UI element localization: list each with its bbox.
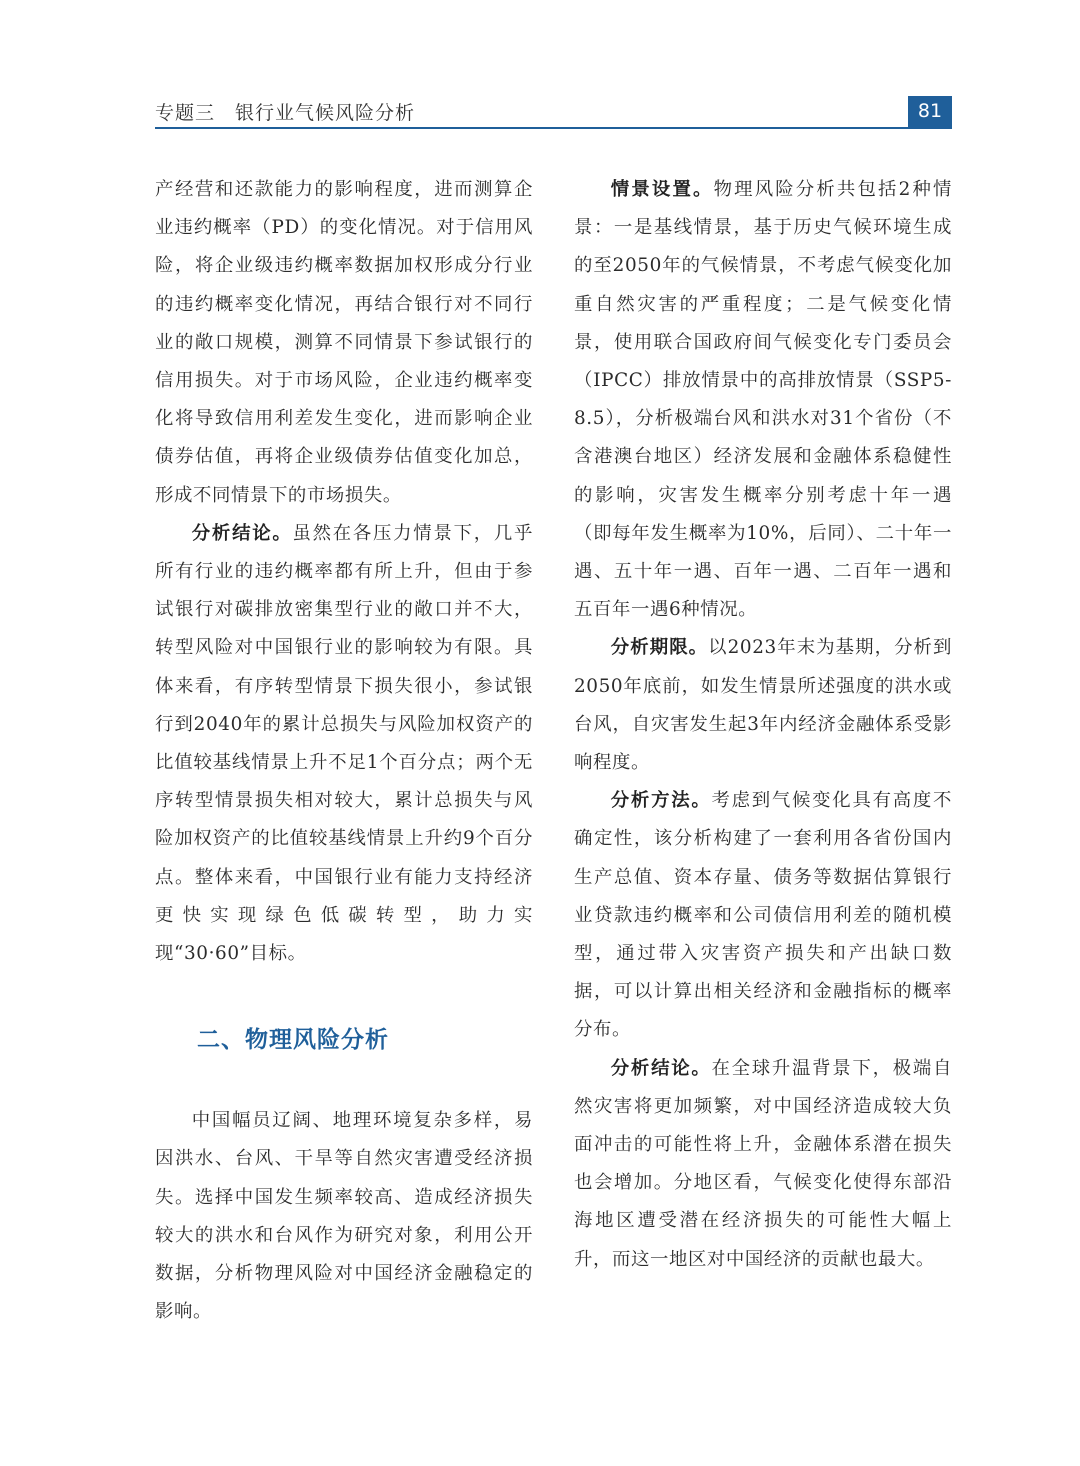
page-number: 81 [908, 96, 952, 127]
left-column [155, 171, 533, 1331]
section-heading: 二、物理风险分析 [197, 1027, 389, 1054]
chapter-title: 专题三 银行业气候风险分析 [155, 102, 416, 124]
paragraph-body: 考虑到气候变化具有高度不确定性，该分析构建了一套利用各省份国内生产总值、资本存量、债务等数据估算银行业贷款违约概率和公司债信用利差的随机模型，通过带入灾害资产损失和产出缺口数据，可以计算出相关经济和金融指标的概率分布。 [574, 790, 952, 1041]
paragraph-body: 在全球升温背景下，极端自然灾害将更加频繁，对中国经济造成较大负面冲击的可能性将上升，金融体系潜在损失也会增加。分地区看，气候变化使得东部沿海地区遭受潜在经济损失的可能性大幅上升，而这一地区对中国经济的贡献也最大。 [574, 1057, 952, 1270]
paragraph [574, 171, 952, 629]
paragraph-body: 以2023年末为基期，分析到2050年底前，如发生情景所述强度的洪水或台风，自灾害发生起3年内经济金融体系受影响程度。 [574, 637, 952, 774]
paragraph-lead: 情景设置。 [610, 179, 714, 200]
header-rule [155, 127, 952, 129]
paragraph [574, 629, 952, 782]
page-header [155, 96, 952, 129]
paragraph-lead: 分析结论。 [610, 1057, 712, 1079]
paragraph-lead: 分析期限。 [610, 637, 709, 659]
paragraph-body: 虽然在各压力情景下，几乎所有行业的违约概率都有所上升，但由于参试银行对碳排放密集型行业的敞口并不大，转型风险对中国银行业的影响较为有限。具体来看，有序转型情景下损失很小，参试银行到2040年的累计总损失与风险加权资产的比值较基线情景上升不足1个百分点；两个无序转型情景损失相对较大，累计总损失与风险加权资产的比值较基线情景上升约9个百分点。整体来看，中国银行业有能力支持经济更快实现绿色低碳转型，助力实现“30·60”目标。 [155, 522, 533, 965]
paragraph [155, 515, 533, 973]
paragraph [574, 1050, 952, 1279]
paragraph-lead: 分析结论。 [191, 522, 293, 544]
paragraph: 产经营和还款能力的影响程度，进而测算企业违约概率（PD）的变化情况。对于信用风险，将企业级违约概率数据加权形成分行业的违约概率变化情况，再结合银行对不同行业的敞口规模，测算不同情景下参试银行的信用损失。对于市场风险，企业违约概率变化将导致信用利差发生变化，进而影响企业债券估值，再将企业级债券估值变化加总，形成不同情景下的市场损失。 [155, 179, 533, 506]
paragraph-lead: 分析方法。 [610, 790, 712, 812]
right-column [574, 171, 952, 1279]
paragraph [574, 782, 952, 1049]
paragraph-body: 物理风险分析共包括2种情景：一是基线情景，基于历史气候环境生成的至2050年的气候情景，不考虑气候变化加重自然灾害的严重程度；二是气候变化情景，使用联合国政府间气候变化专门委员会（IPCC）排放情景中的高排放情景（SSP5-8.5），分析极端台风和洪水对31个省份（不含港澳台地区）经济发展和金融体系稳健性的影响，灾害发生概率分别考虑十年一遇（即每年发生概率为10%，后同）、二十年一遇、五十年一遇、百年一遇、二百年一遇和五百年一遇6种情况。 [574, 179, 952, 621]
paragraph: 中国幅员辽阔、地理环境复杂多样，易因洪水、台风、干旱等自然灾害遭受经济损失。选择中国发生频率较高、造成经济损失较大的洪水和台风作为研究对象，利用公开数据，分析物理风险对中国经济金融稳定的影响。 [155, 1110, 533, 1323]
